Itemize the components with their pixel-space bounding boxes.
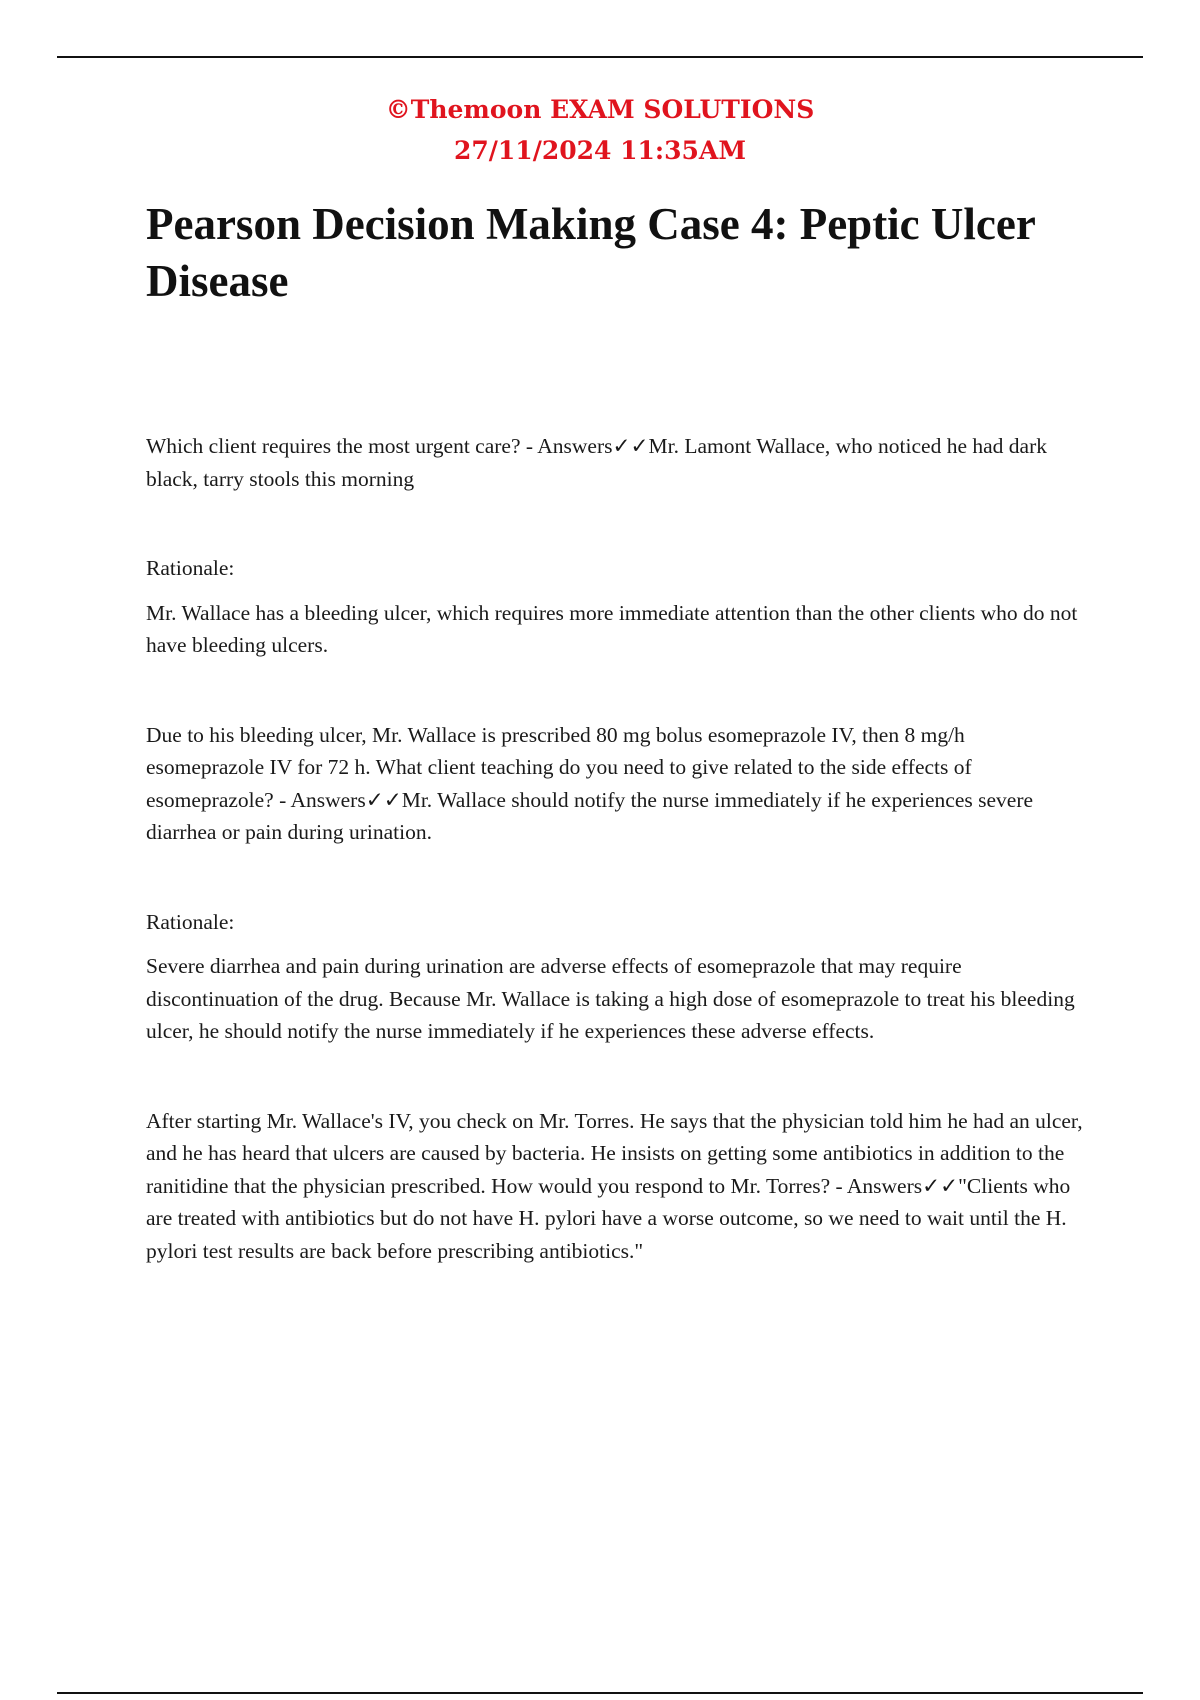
rationale-1-label: Rationale:	[146, 556, 235, 580]
rationale-2-label: Rationale:	[146, 909, 235, 934]
rationale-2-text: Severe diarrhea and pain during urination are adverse effects of esomeprazole that may require discontinuation of the drug. Because Mr. Wallace is taking a high dose of esomeprazole to treat his bleeding ulcer, he should notify the nurse immediately if he experiences these adverse effects.	[146, 954, 1075, 1043]
watermark-title: ©Themoon EXAM SOLUTIONS	[385, 95, 815, 124]
page-title: Pearson Decision Making Case 4: Peptic Ulcer Disease	[146, 199, 1036, 306]
question-3: After starting Mr. Wallace's IV, you check on Mr. Torres. He says that the physician told him he had an ulcer, and he has heard that ulcers are caused by bacteria. He insists on getting some antibiotics in addition to the ranitidine that the physician prescribed. How would you respond to Mr. Torres? - Answers✓✓"Clients who are treated with antibiotics but do not have H. pylori have a worse outcome, so we need to wait until the H. pylori test results are back before prescribing antibiotics."	[146, 1108, 1083, 1263]
document-body	[146, 430, 1086, 1267]
watermark-timestamp: 27/11/2024 11:35AM	[453, 136, 746, 165]
top-rule	[57, 56, 1143, 58]
question-2: Due to his bleeding ulcer, Mr. Wallace is prescribed 80 mg bolus esomeprazole IV, then 8 mg/h esomeprazole IV for 72 h. What client teaching do you need to give related to the side effects of esomeprazole? - Answers✓✓Mr. Wallace should notify the nurse immediately if he experiences severe diarrhea or pain during urination.	[146, 722, 1034, 844]
bottom-rule	[57, 1692, 1143, 1694]
question-1: Which client requires the most urgent care? - Answers✓✓Mr. Lamont Wallace, who noticed he had dark black, tarry stools this morning	[146, 434, 1047, 491]
rationale-1-text: Mr. Wallace has a bleeding ulcer, which requires more immediate attention than the other clients who do not have bleeding ulcers.	[146, 600, 1078, 657]
